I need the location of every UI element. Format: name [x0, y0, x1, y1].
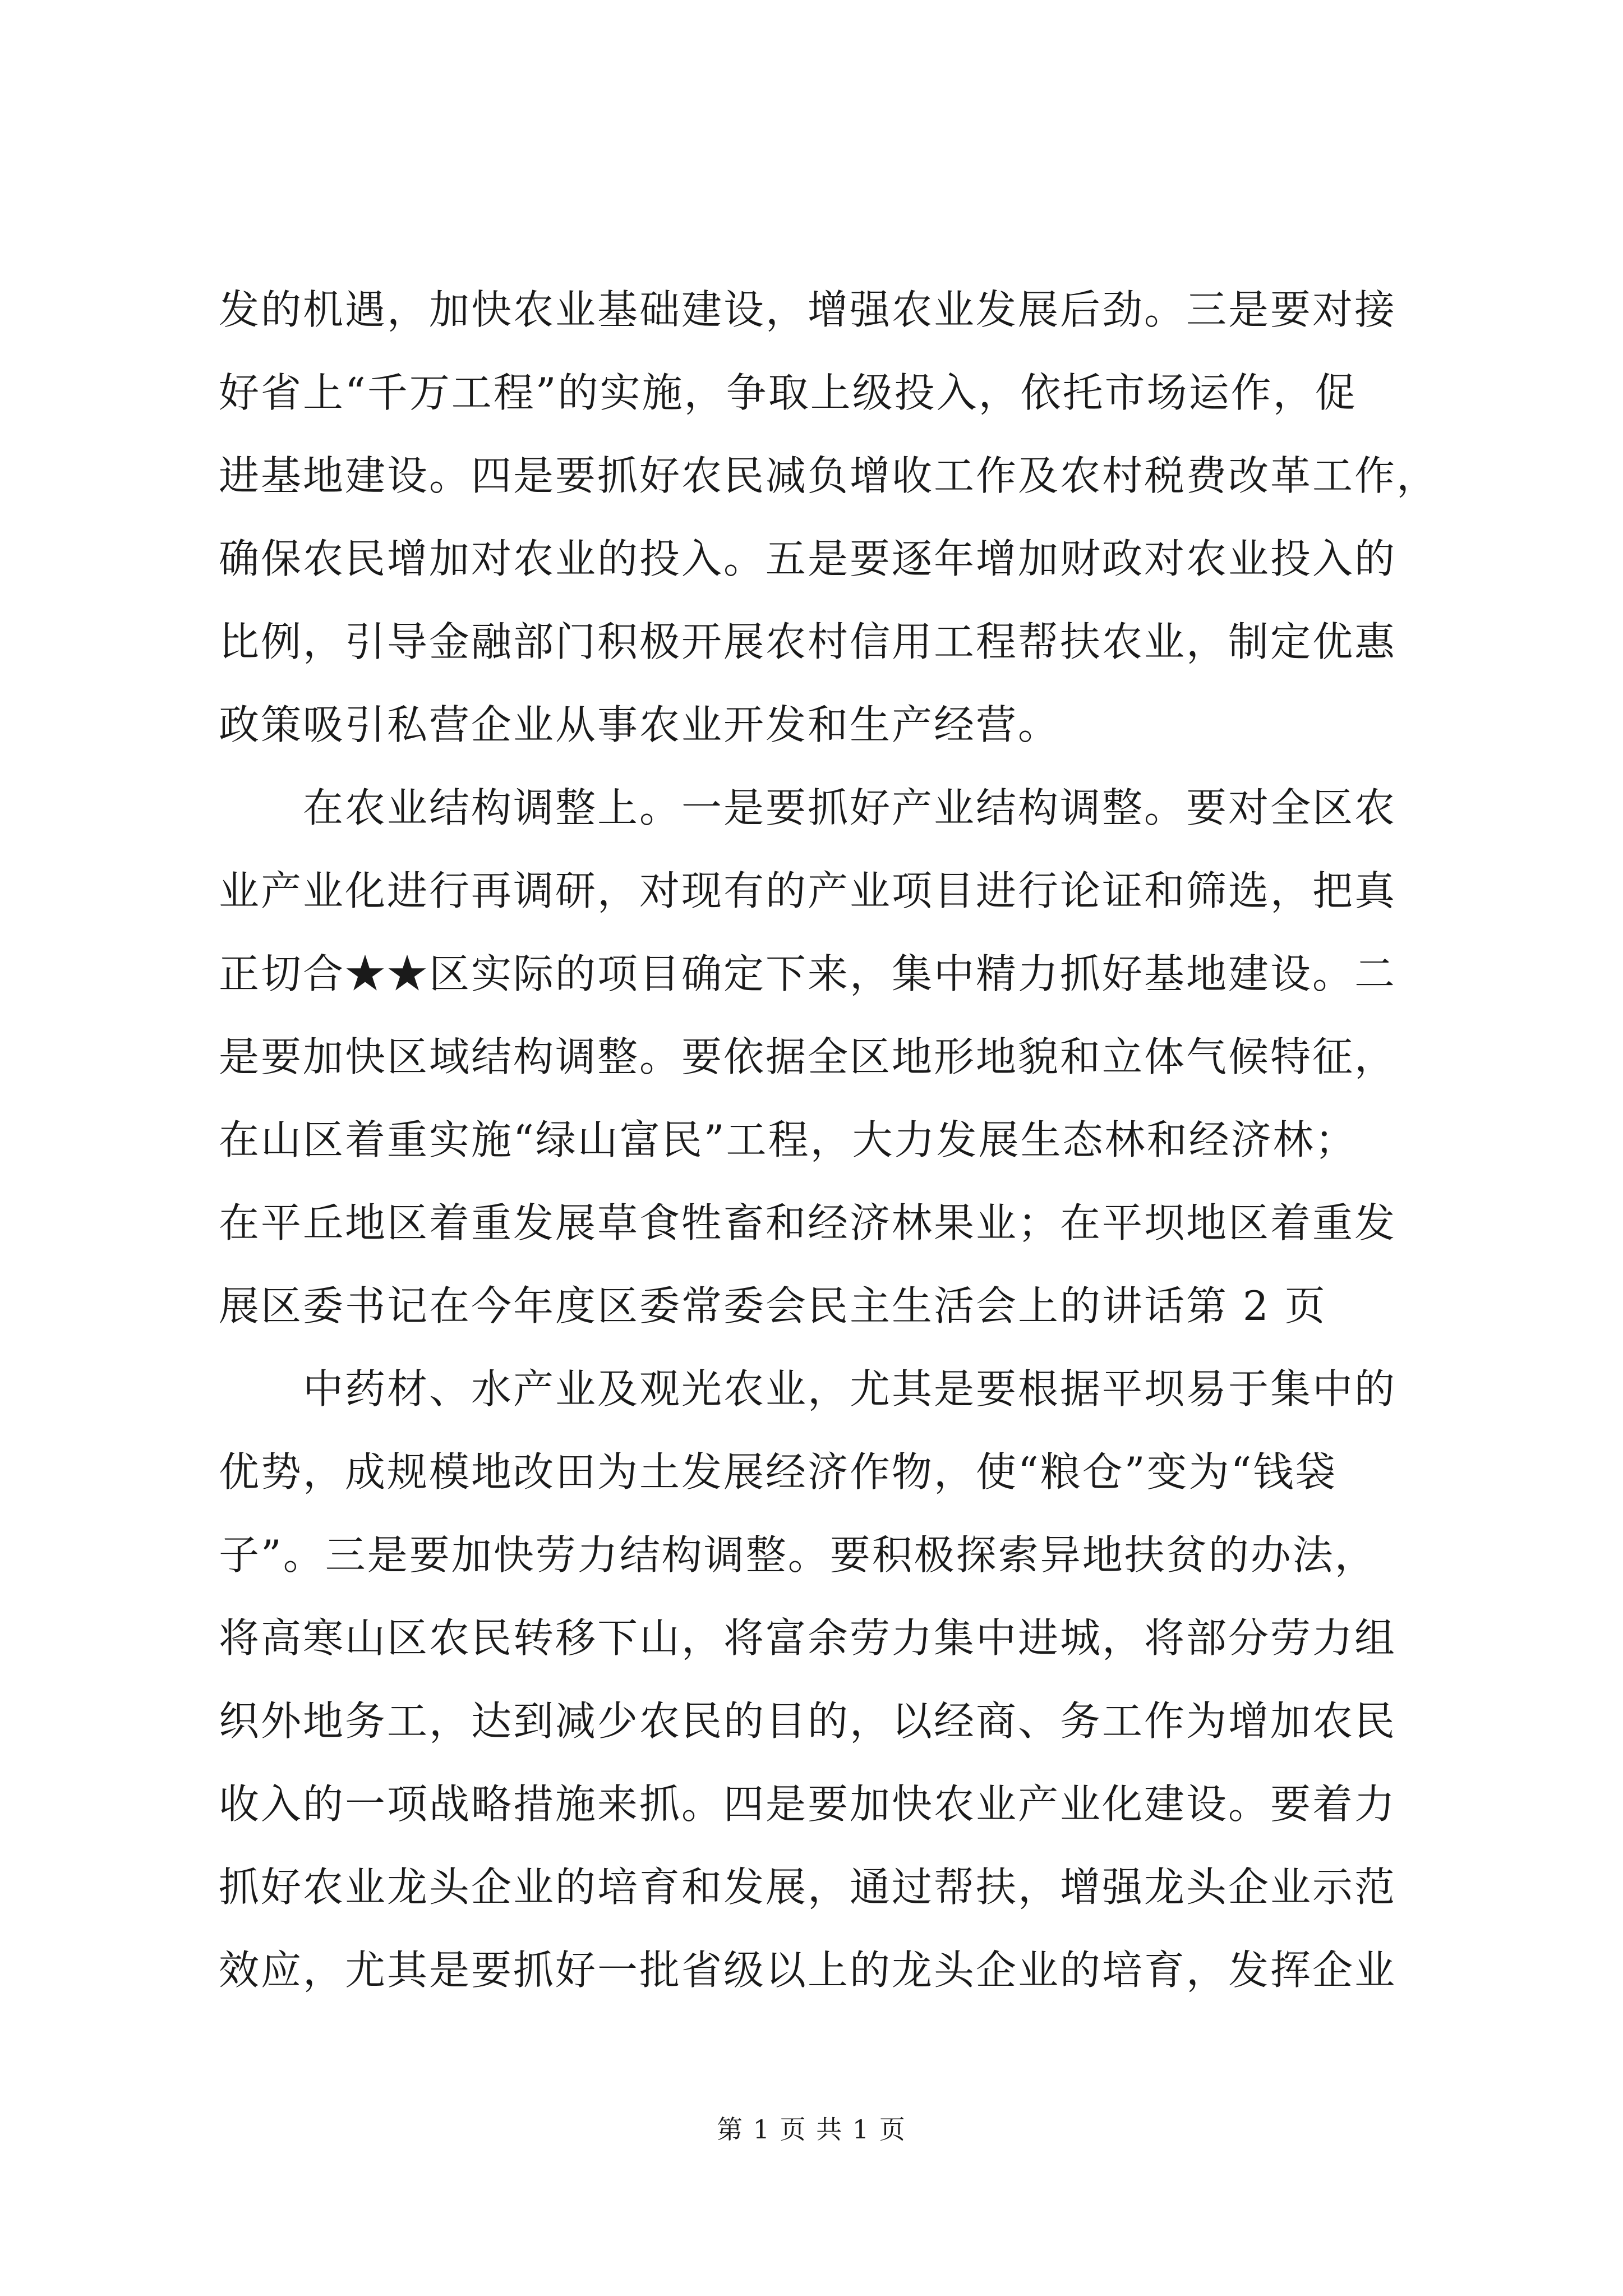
text-line: 正切合★★区实际的项目确定下来，集中精力抓好基地建设。二 [219, 950, 1397, 997]
text-line: 确保农民增加对农业的投入。五是要逐年增加财政对农业投入的 [219, 535, 1397, 582]
text-line: 在平丘地区着重发展草食牲畜和经济林果业；在平坝地区着重发 [219, 1199, 1397, 1246]
paragraph-start-line: 在农业结构调整上。一是要抓好产业结构调整。要对全区农 [303, 784, 1397, 831]
text-line: 政策吸引私营企业从事农业开发和生产经营。 [219, 701, 1061, 748]
text-line: 抓好农业龙头企业的培育和发展，通过帮扶，增强龙头企业示范 [219, 1864, 1397, 1911]
text-line: 业产业化进行再调研，对现有的产业项目进行论证和筛选，把真 [219, 867, 1397, 914]
text-line: 是要加快区域结构调整。要依据全区地形地貌和立体气候特征， [219, 1033, 1397, 1080]
text-line: 好省上“千万工程”的实施，争取上级投入，依托市场运作，促 [219, 369, 1357, 416]
text-line: 比例，引导金融部门积极开展农村信用工程帮扶农业，制定优惠 [219, 618, 1397, 665]
text-line: 织外地务工，达到减少农民的目的，以经商、务工作为增加农民 [219, 1697, 1397, 1745]
text-line: 展区委书记在今年度区委常委会民主生活会上的讲话第 2 页 [219, 1282, 1327, 1329]
text-line: 子”。三是要加快劳力结构调整。要积极探索异地扶贫的办法， [219, 1531, 1377, 1579]
body-text [219, 268, 1464, 2012]
text-line: 将高寒山区农民转移下山，将富余劳力集中进城，将部分劳力组 [219, 1614, 1397, 1662]
page-footer: 第 1 页 共 1 页 [717, 2114, 906, 2145]
text-line: 在山区着重实施“绿山富民”工程，大力发展生态林和经济林； [219, 1116, 1357, 1163]
text-line: 进基地建设。四是要抓好农民减负增收工作及农村税费改革工作， [219, 452, 1439, 499]
text-line: 收入的一项战略措施来抓。四是要加快农业产业化建设。要着力 [219, 1780, 1397, 1828]
text-line: 效应，尤其是要抓好一批省级以上的龙头企业的培育，发挥企业 [219, 1947, 1397, 1994]
text-line: 优势，成规模地改田为土发展经济作物，使“粮仓”变为“钱袋 [219, 1448, 1338, 1496]
paragraph-start-line: 中药材、水产业及观光农业，尤其是要根据平坝易于集中的 [303, 1365, 1397, 1412]
text-line: 发的机遇，加快农业基础建设，增强农业发展后劲。三是要对接 [219, 286, 1397, 333]
